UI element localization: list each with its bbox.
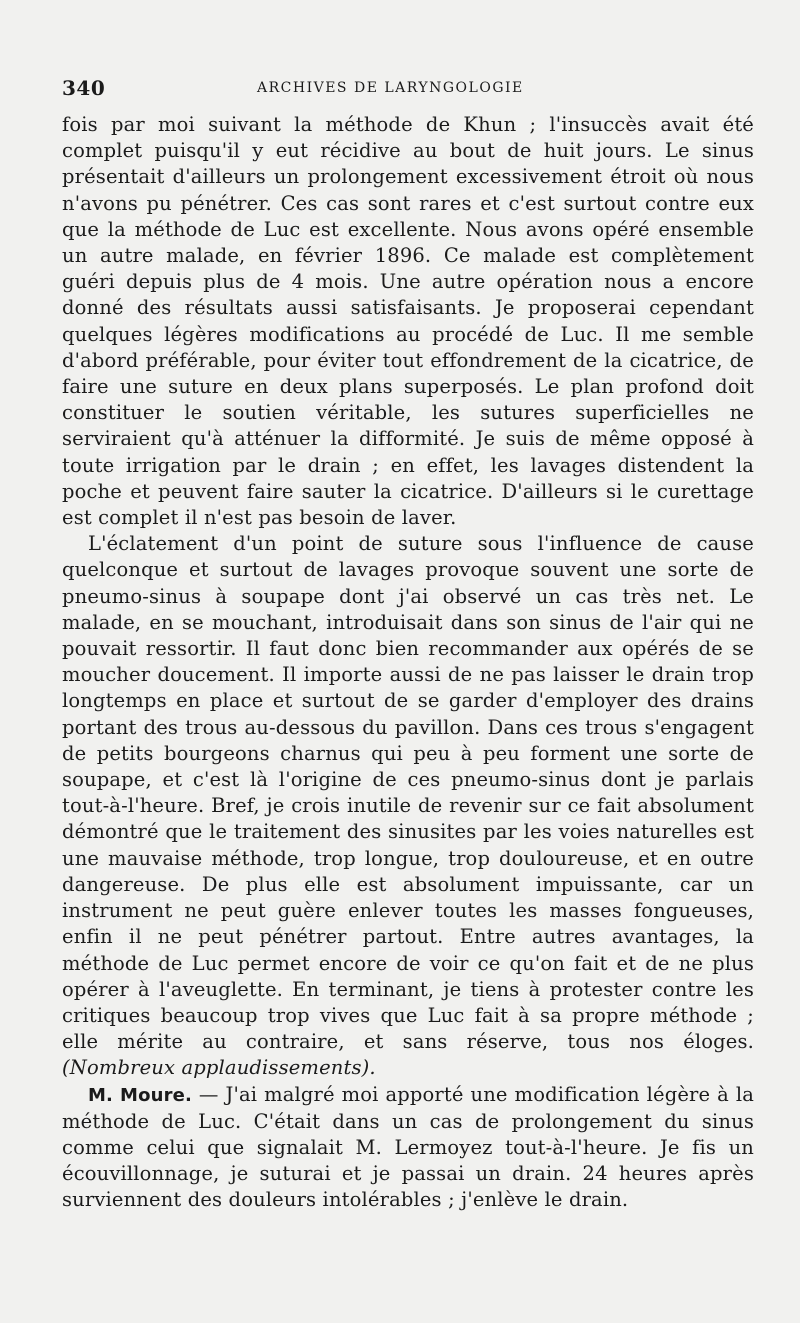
body-text [62,112,754,1214]
paragraph-text: fois par moi suivant la méthode de Khun ; l'insuccès avait été complet puisqu'il y eut récidive au bout de huit jours. Le sinus présentait d'ailleurs un prolongement excessivement étroit où nous n'avons pu pénétrer. Ces cas sont rares et c'est surtout contre eux que la méthode de Luc est excellente. Nous avons opéré ensemble un autre malade, en février 1896. Ce malade est complètement guéri depuis plus de 4 mois. Une autre opération nous a encore donné des résultats aussi satisfaisants. Je proposerai cependant quelques légères modifications au procédé de Luc. Il me semble d'abord préférable, pour éviter tout effondrement de la cicatrice, de faire une suture en deux plans superposés. Le plan profond doit constituer le soutien véritable, les sutures superficielles ne serviraient qu'à atténuer la difformité. Je suis de même opposé à toute irrigation par le drain ; en effet, les lavages distendent la poche et peuvent faire sauter la cicatrice. D'ailleurs si le curettage est complet il n'est pas besoin de laver. [62,113,754,530]
journal-title: ARCHIVES DE LARYNGOLOGIE [257,80,524,96]
paragraph-continuation [62,112,754,531]
paragraph-text: — J'ai malgré moi apporté une modification légère à la méthode de Luc. C'était dans un cas de prolongement du sinus comme celui que signalait M. Lermoyez tout-à-l'heure. Je fis un écouvillonnage, je suturai et je passai un drain. 24 heures après surviennent des douleurs intolérables ; j'enlève le drain. [62,1082,754,1212]
applause-note: (Nombreux applaudissements). [62,1056,376,1080]
paragraph-text: L'éclatement d'un point de suture sous l'influence de cause quelconque et surtout de lavages provoque souvent une sorte de pneumo-sinus à soupape dont j'ai observé un cas très net. Le malade, en se mouchant, introduisait dans son sinus de l'air qui ne pouvait ressortir. Il faut donc bien recommander aux opérés de se moucher doucement. Il importe aussi de ne pas laisser le drain trop longtemps en place et surtout de se garder d'employer des drains portant des trous au-dessous du pavillon. Dans ces trous s'engagent de petits bourgeons charnus qui peu à peu forment une sorte de soupape, et c'est là l'origine de ces pneumo-sinus dont je parlais tout-à-l'heure. Bref, je crois inutile de revenir sur ce fait absolument démontré que le traitement des sinusites par les voies naturelles est une mauvaise méthode, trop longue, trop douloureuse, et en outre dangereuse. De plus elle est absolument impuissante, car un instrument ne peut guère enlever toutes les masses fongueuses, enfin il ne peut pénétrer partout. Entre autres avantages, la méthode de Luc permet encore de voir ce qu'on fait et de ne plus opérer à l'aveuglette. En terminant, je tiens à protester contre les critiques beaucoup trop vives que Luc fait à sa propre méthode ; elle mérite au contraire, et sans réserve, tous nos éloges. [62,532,754,1054]
page-number: 340 [62,76,106,100]
running-header [62,72,754,106]
speaker-name: M. Moure. [88,1084,192,1106]
speaker-paragraph [62,1082,754,1214]
paragraph [62,531,754,1081]
